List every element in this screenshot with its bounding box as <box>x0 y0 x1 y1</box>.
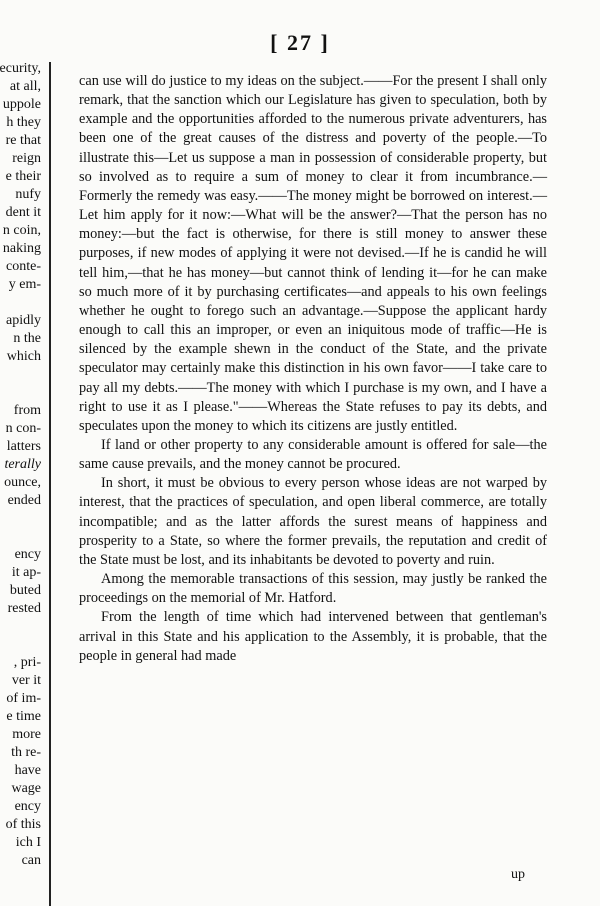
facing-page-line: n the <box>13 331 41 346</box>
facing-page-line: it ap- <box>11 565 41 580</box>
facing-page-line: naking <box>2 241 41 256</box>
facing-page-column <box>0 60 44 906</box>
paragraph: can use will do justice to my ideas on the subject.——For the present I shall only remark, that the sanction which our Legislature has given to speculation, both by example and the opportunities afforded to the numerous private adventurers, has been one of the great causes of the distress and poverty of the people.—To illustrate this—Let us suppose a man in possession of considerable property, but so involved as to require a sum of money to clear it from incumbrance.—Formerly the remedy was easy.——The money might be borrowed on interest.—Let him apply for it now:—What will be the answer?—That the person has no money:—but the fact is otherwise, for there is still money to answer these purposes, if new modes of applying it were not devised.—If he is candid he will tell him,—that he has money—but cannot think of lending it—for he can make so much more of it by purchasing certificates—and appeals to his own feelings whether he ought to forego such an advantage.—Suppose the applicant hardy enough to call this an improper, or even an iniquitous mode of traffic—He is silenced by the example shewn in the conduct of the State, and the private speculator may certainly make this distinction in his own favor——I take care to pay all my debts.——The money with which I purchase is my own, and I have a right to use it as I please."——Whereas the State refuses to pay its debts, and speculates upon the money to which its citizens are justly entitled. <box>79 73 547 434</box>
facing-page-line: terally <box>4 457 41 472</box>
facing-page-line: uppole <box>2 97 41 112</box>
main-text-column <box>79 72 547 666</box>
facing-page-line: th re- <box>11 745 41 760</box>
facing-page-line: of this <box>5 817 41 832</box>
facing-page-line: reign <box>12 151 41 166</box>
facing-page-line: at all, <box>9 79 41 94</box>
facing-page-line: rested <box>7 601 41 616</box>
facing-page-line: buted <box>9 583 41 598</box>
facing-page-line: re that <box>5 133 41 148</box>
facing-page-line: wage <box>11 781 41 796</box>
gutter-rule <box>49 62 51 906</box>
paragraph: If land or other property to any considerable amount is offered for sale—the same cause prevails, and the money cannot be procured. <box>79 436 547 473</box>
page-number: [ 27 ] <box>270 30 330 55</box>
facing-page-line: ended <box>7 493 41 508</box>
facing-page-line: have <box>14 763 41 778</box>
catchword: up <box>511 867 525 882</box>
facing-page-line: dent it <box>5 205 41 220</box>
facing-page-line: y em- <box>8 277 41 292</box>
facing-page-line: more <box>12 727 41 742</box>
facing-page-line: nufy <box>15 187 41 202</box>
facing-page-line: from <box>13 403 41 418</box>
paragraph: Among the memorable transactions of this session, may justly be ranked the proceedings on the memorial of Mr. Hatford. <box>79 571 547 607</box>
facing-page-line: ounce, <box>4 475 41 490</box>
facing-page-line: n con- <box>5 421 41 436</box>
facing-page-line: apidly <box>6 313 41 328</box>
facing-page-line: latters <box>6 439 41 454</box>
paragraph: From the length of time which had intervened between that gentleman's arrival in this State and his application to the Assembly, it is probable, that the people in general had made <box>79 609 547 664</box>
facing-page-line: ich I <box>15 835 41 850</box>
facing-page-line: ency <box>14 799 41 814</box>
facing-page-line: e time <box>6 709 41 724</box>
facing-page-line: conte- <box>6 259 41 274</box>
facing-page-line: ver it <box>11 673 41 688</box>
facing-page-line: ency <box>14 547 41 562</box>
facing-page-line: can <box>21 853 41 868</box>
paragraph: In short, it must be obvious to every person whose ideas are not warped by interest, that the practices of speculation, and open liberal commerce, are totally incompatible; and as the latter affords the surest means of happiness and prosperity to a State, so where the former prevails, the reputation and credit of the State must be lost, and its inhabitants be devoted to poverty and ruin. <box>79 475 547 568</box>
facing-page-line: n coin, <box>2 223 41 238</box>
facing-page-line: ecurity, <box>0 61 41 76</box>
facing-page-line: , pri- <box>13 655 41 670</box>
facing-page-line: h they <box>6 115 41 130</box>
facing-page-line: of im- <box>6 691 41 706</box>
facing-page-line: e their <box>5 169 41 184</box>
facing-page-line: which <box>6 349 41 364</box>
